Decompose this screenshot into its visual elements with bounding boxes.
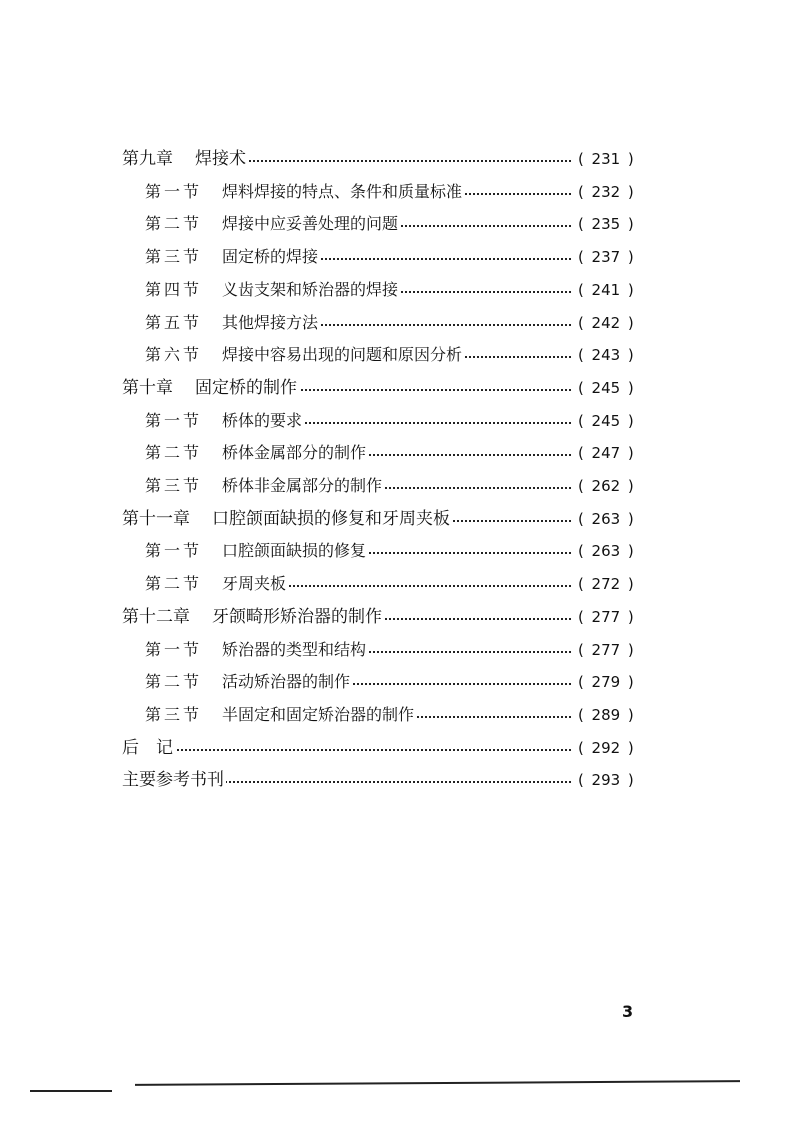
entry-heading: 固定桥的焊接 bbox=[222, 247, 319, 267]
paren-open: ( bbox=[578, 280, 584, 299]
page-number-ref: 245 bbox=[591, 378, 621, 397]
toc-page-ref bbox=[578, 181, 640, 203]
toc-section-row bbox=[0, 442, 793, 472]
page-number-ref: 235 bbox=[591, 215, 621, 234]
section-label: 第一节 bbox=[145, 410, 203, 430]
entry-heading: 焊接中容易出现的问题和原因分析 bbox=[222, 345, 463, 365]
toc-section-row bbox=[0, 573, 793, 603]
entry-heading: 义齿支架和矫治器的焊接 bbox=[222, 279, 399, 299]
toc-page-ref bbox=[578, 377, 640, 399]
dot-leader bbox=[126, 749, 571, 751]
toc-page-ref bbox=[578, 246, 640, 268]
toc-page-ref bbox=[578, 312, 640, 334]
paren-open: ( bbox=[578, 150, 584, 168]
toc-page-ref bbox=[578, 344, 640, 366]
paren-open: ( bbox=[578, 215, 584, 234]
paren-open: ( bbox=[578, 477, 584, 495]
paren-close: ) bbox=[627, 509, 634, 528]
toc-page-ref bbox=[578, 279, 640, 301]
paren-open: ( bbox=[578, 738, 584, 757]
entry-heading: 口腔颌面缺损的修复和牙周夹板 bbox=[212, 508, 450, 529]
paren-close: ) bbox=[627, 607, 634, 626]
page-number-ref: 272 bbox=[591, 575, 621, 594]
toc-section-row bbox=[0, 671, 793, 701]
toc-page-ref bbox=[578, 213, 640, 235]
toc-section-row bbox=[0, 312, 793, 342]
toc-page-ref bbox=[578, 737, 640, 759]
toc-section-row bbox=[0, 279, 793, 309]
chapter-label: 第十二章 bbox=[122, 606, 190, 627]
entry-heading: 固定桥的制作 bbox=[195, 377, 297, 398]
page-number-ref: 289 bbox=[591, 705, 621, 724]
paren-close: ) bbox=[627, 182, 634, 201]
toc-entry-title bbox=[122, 737, 175, 759]
toc-entry-title bbox=[145, 442, 368, 464]
section-label: 第二节 bbox=[145, 214, 203, 234]
toc-entry-title bbox=[122, 508, 452, 530]
toc-page-ref bbox=[578, 148, 640, 170]
paren-open: ( bbox=[578, 771, 584, 790]
page-number-ref: 263 bbox=[591, 509, 621, 528]
toc-entry-title bbox=[122, 148, 248, 170]
paren-close: ) bbox=[627, 313, 634, 332]
paren-open: ( bbox=[578, 182, 584, 201]
entry-heading: 焊接术 bbox=[195, 149, 246, 169]
toc-section-row bbox=[0, 475, 793, 505]
paren-open: ( bbox=[578, 640, 584, 659]
page-number-ref: 277 bbox=[591, 607, 621, 626]
section-label: 第五节 bbox=[145, 312, 203, 332]
toc-entry-title bbox=[122, 606, 384, 628]
section-label: 第三节 bbox=[145, 476, 203, 495]
toc-section-row bbox=[0, 410, 793, 440]
page-number: 3 bbox=[622, 1002, 634, 1021]
entry-heading: 桥体金属部分的制作 bbox=[222, 443, 367, 463]
section-label: 第六节 bbox=[145, 345, 203, 365]
page-number-ref: 277 bbox=[591, 640, 621, 659]
paren-open: ( bbox=[578, 378, 584, 397]
paren-close: ) bbox=[627, 542, 634, 561]
toc-page-ref bbox=[578, 573, 640, 595]
toc-entry-title bbox=[145, 410, 304, 432]
paren-close: ) bbox=[627, 705, 634, 724]
paren-close: ) bbox=[627, 248, 634, 267]
page-number-ref: 247 bbox=[591, 444, 621, 463]
page-number-ref: 232 bbox=[591, 182, 621, 201]
entry-heading: 半固定和固定矫治器的制作 bbox=[222, 704, 415, 724]
chapter-label: 第九章 bbox=[122, 149, 173, 169]
entry-heading: 桥体非金属部分的制作 bbox=[222, 476, 383, 495]
paren-open: ( bbox=[578, 542, 584, 561]
chapter-label: 第十一章 bbox=[122, 508, 190, 529]
chapter-label: 主要参考书刊 bbox=[122, 770, 224, 791]
paren-open: ( bbox=[578, 248, 584, 267]
toc-section-row bbox=[0, 246, 793, 276]
toc-entry-title bbox=[145, 475, 384, 497]
toc-chapter-row bbox=[0, 606, 793, 636]
paren-open: ( bbox=[578, 411, 584, 430]
toc-entry-title bbox=[145, 312, 320, 334]
section-label: 第一节 bbox=[145, 639, 203, 659]
toc-page-ref bbox=[578, 410, 640, 432]
paren-open: ( bbox=[578, 509, 584, 528]
toc-page-ref bbox=[578, 475, 640, 497]
toc-entry-title bbox=[145, 181, 464, 203]
paren-close: ) bbox=[627, 771, 634, 790]
entry-heading: 焊接中应妥善处理的问题 bbox=[222, 214, 399, 234]
entry-heading: 焊料焊接的特点、条件和质量标准 bbox=[222, 181, 463, 201]
toc-entry-title bbox=[145, 279, 400, 301]
bottom-rule-left bbox=[30, 1090, 112, 1092]
toc-page-ref bbox=[578, 606, 640, 628]
toc-entry-title bbox=[145, 213, 400, 235]
section-label: 第三节 bbox=[145, 247, 203, 267]
section-label: 第二节 bbox=[145, 574, 203, 594]
toc-entry-title bbox=[145, 573, 288, 595]
section-label: 第二节 bbox=[145, 443, 203, 463]
paren-close: ) bbox=[627, 378, 634, 397]
entry-heading: 桥体的要求 bbox=[222, 410, 303, 430]
toc-section-row bbox=[0, 181, 793, 211]
chapter-label: 后 记 bbox=[122, 737, 173, 758]
paren-open: ( bbox=[578, 705, 584, 724]
toc-section-row bbox=[0, 213, 793, 243]
paren-open: ( bbox=[578, 607, 584, 626]
entry-heading: 口腔颌面缺损的修复 bbox=[222, 541, 367, 561]
toc-chapter-row bbox=[0, 148, 793, 178]
toc-chapter-row bbox=[0, 769, 793, 799]
toc-entry-title bbox=[145, 540, 368, 562]
chapter-label: 第十章 bbox=[122, 377, 173, 398]
page-number-ref: 242 bbox=[591, 313, 621, 332]
toc-page-ref bbox=[578, 671, 640, 693]
entry-heading: 矫治器的类型和结构 bbox=[222, 639, 367, 659]
toc-chapter-row bbox=[0, 508, 793, 538]
entry-heading: 牙周夹板 bbox=[222, 574, 287, 594]
paren-open: ( bbox=[578, 444, 584, 463]
section-label: 第一节 bbox=[145, 541, 203, 561]
page-number-ref: 262 bbox=[591, 477, 621, 495]
entry-heading: 活动矫治器的制作 bbox=[222, 672, 351, 692]
section-label: 第一节 bbox=[145, 181, 203, 201]
toc-chapter-row bbox=[0, 737, 793, 767]
toc-section-row bbox=[0, 344, 793, 374]
toc-entry-title bbox=[145, 671, 352, 693]
page-number-ref: 263 bbox=[591, 542, 621, 561]
paren-close: ) bbox=[627, 673, 634, 692]
page-number-ref: 279 bbox=[591, 673, 621, 692]
toc-page-ref bbox=[578, 540, 640, 562]
section-label: 第二节 bbox=[145, 672, 203, 692]
page-number-ref: 243 bbox=[591, 346, 621, 365]
page-number-ref: 292 bbox=[591, 738, 621, 757]
paren-close: ) bbox=[627, 640, 634, 659]
toc-section-row bbox=[0, 639, 793, 669]
paren-close: ) bbox=[627, 346, 634, 365]
toc-entry-title bbox=[122, 377, 299, 399]
entry-heading: 牙颌畸形矫治器的制作 bbox=[212, 606, 382, 627]
toc-entry-title bbox=[145, 344, 464, 366]
paren-open: ( bbox=[578, 673, 584, 692]
section-label: 第三节 bbox=[145, 704, 203, 724]
toc-entry-title bbox=[145, 704, 416, 726]
toc-section-row bbox=[0, 704, 793, 734]
toc-entry-title bbox=[145, 639, 368, 661]
paren-close: ) bbox=[627, 215, 634, 234]
page-number-ref: 241 bbox=[591, 280, 621, 299]
paren-open: ( bbox=[578, 346, 584, 365]
paren-close: ) bbox=[627, 575, 634, 594]
toc-page-ref bbox=[578, 508, 640, 530]
page-number-ref: 245 bbox=[591, 411, 621, 430]
entry-heading: 其他焊接方法 bbox=[222, 312, 319, 332]
paren-close: ) bbox=[627, 280, 634, 299]
section-label: 第四节 bbox=[145, 279, 203, 299]
paren-close: ) bbox=[627, 150, 634, 168]
page-number-ref: 231 bbox=[591, 150, 621, 168]
paren-close: ) bbox=[627, 411, 634, 430]
paren-close: ) bbox=[627, 444, 634, 463]
toc-page-ref bbox=[578, 639, 640, 661]
toc-entry-title bbox=[122, 769, 226, 791]
paren-close: ) bbox=[627, 738, 634, 757]
toc-entry-title bbox=[145, 246, 320, 268]
toc-section-row bbox=[0, 540, 793, 570]
paren-open: ( bbox=[578, 313, 584, 332]
toc-page-ref bbox=[578, 769, 640, 791]
toc-chapter-row bbox=[0, 377, 793, 407]
toc-page-ref bbox=[578, 704, 640, 726]
page-number-ref: 237 bbox=[591, 248, 621, 267]
paren-open: ( bbox=[578, 575, 584, 594]
toc-page-ref bbox=[578, 442, 640, 464]
paren-close: ) bbox=[627, 477, 634, 495]
page-number-ref: 293 bbox=[591, 771, 621, 790]
